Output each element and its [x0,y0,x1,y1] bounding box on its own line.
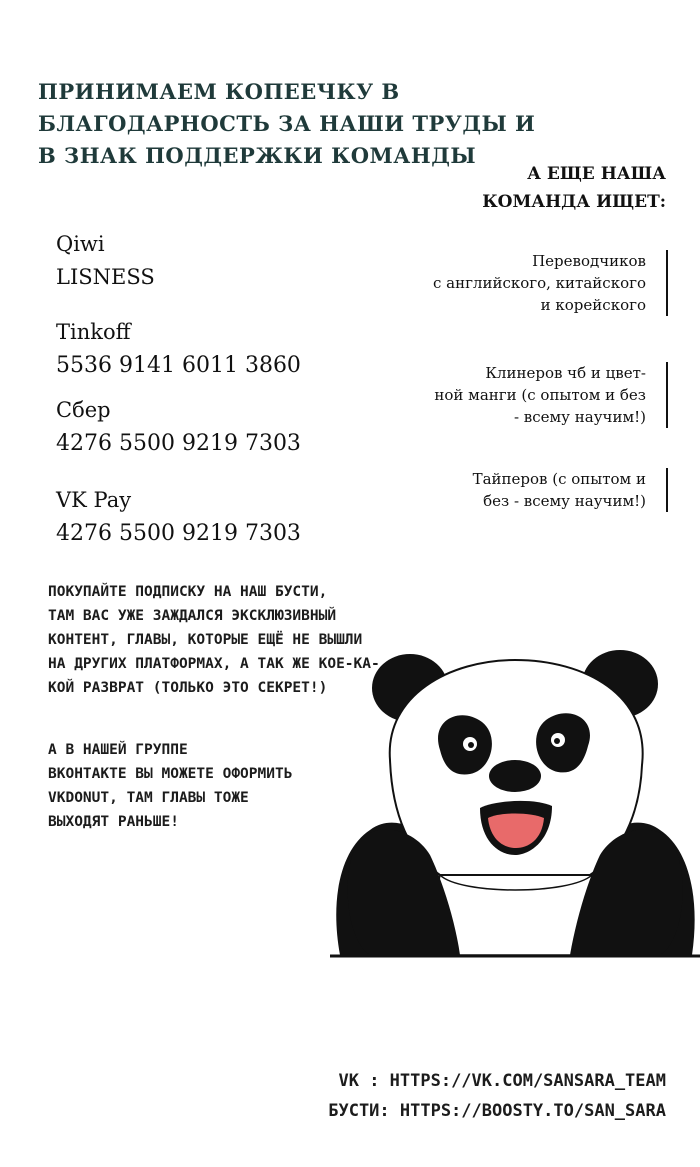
promo-line: ВЫХОДЯТ РАНЬШЕ! [48,814,179,830]
vk-link[interactable]: VK : HTTPS://VK.COM/SANSARA_TEAM [338,1071,666,1091]
recruit-line: с английского, китайского [432,274,646,292]
recruitment-heading [482,160,666,216]
vk-promo [48,738,292,834]
boosty-link[interactable]: БУСТИ: HTTPS://BOOSTY.TO/SAN_SARA [328,1101,666,1121]
payment-qiwi [56,228,316,294]
promo-line: ТАМ ВАС УЖЕ ЗАЖДАЛСЯ ЭКСКЛЮЗИВНЫЙ [48,608,337,624]
team-links [328,1066,666,1126]
promo-line: VKDONUT, ТАМ ГЛАВЫ ТОЖЕ [48,790,249,806]
promo-line: КОЙ РАЗВРАТ (ТОЛЬКО ЭТО СЕКРЕТ!) [48,680,328,696]
recruit-cleaners [434,362,668,428]
payment-value[interactable]: 4276 5500 9219 7303 [56,521,301,546]
recruitment-heading-line: КОМАНДА ИЩЕТ: [482,192,666,212]
recruit-line: Тайперов (с опытом и [472,470,646,488]
recruitment-heading-line: А ЕЩЕ НАША [527,164,666,184]
recruit-line: без - всему научим!) [483,492,646,510]
promo-line: А В НАШЕЙ ГРУППЕ [48,742,188,758]
recruit-line: ной манги (с опытом и без [434,386,646,404]
recruit-translators [433,250,668,316]
payment-name: Tinkoff [56,320,131,344]
recruit-line: и корейского [540,296,646,314]
promo-line: КОНТЕНТ, ГЛАВЫ, КОТОРЫЕ ЕЩЁ НЕ ВЫШЛИ [48,632,363,648]
payment-value[interactable]: 5536 9141 6011 3860 [56,353,301,378]
payment-name: VK Pay [56,488,132,512]
payment-vkpay [56,484,316,550]
recruit-line: Клинеров чб и цвет- [485,364,646,382]
payment-tinkoff [56,316,316,382]
donation-heading [38,76,536,172]
payment-value[interactable]: LISNESS [56,265,155,289]
payment-name: Qiwi [56,232,105,256]
payment-sber [56,394,316,460]
donation-heading-line: ПРИНИМАЕМ КОПЕЕЧКУ В [38,79,400,104]
donation-heading-line: БЛАГОДАРНОСТЬ ЗА НАШИ ТРУДЫ И [38,111,536,136]
panda-illustration [330,640,700,960]
recruit-line: Переводчиков [532,252,646,270]
promo-line: НА ДРУГИХ ПЛАТФОРМАХ, А ТАК ЖЕ КОЕ-КА- [48,656,380,672]
recruit-typesetters [473,468,668,512]
donation-heading-line: В ЗНАК ПОДДЕРЖКИ КОМАНДЫ [38,143,477,168]
payment-value[interactable]: 4276 5500 9219 7303 [56,431,301,456]
recruit-line: - всему научим!) [513,408,646,426]
payment-name: Сбер [56,398,111,422]
promo-line: ВКОНТАКТЕ ВЫ МОЖЕТЕ ОФОРМИТЬ [48,766,293,782]
promo-line: ПОКУПАЙТЕ ПОДПИСКУ НА НАШ БУСТИ, [48,584,328,600]
